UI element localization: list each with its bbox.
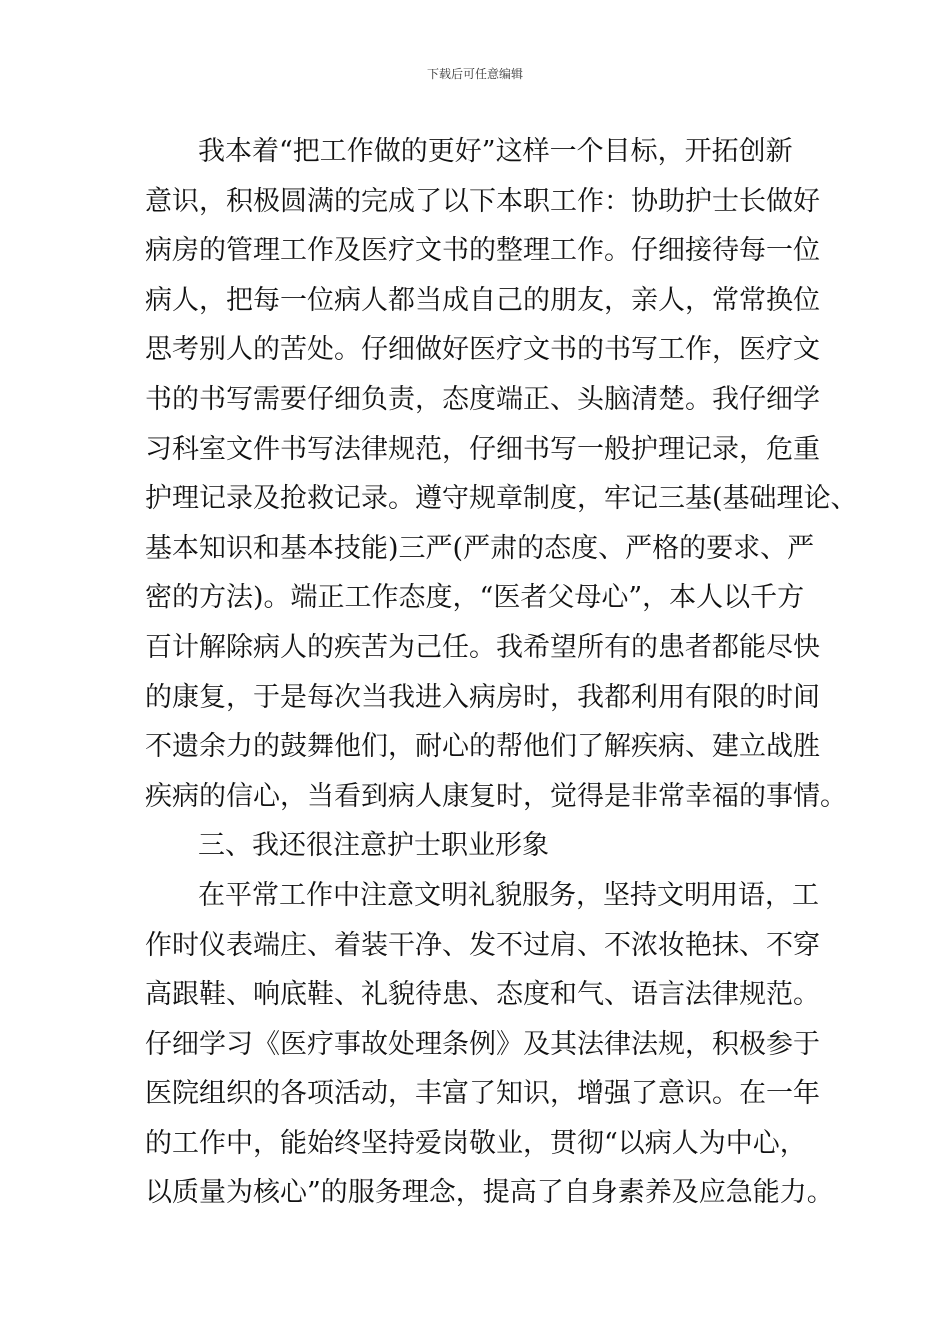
text-line: 百计解除病人的疾苦为己任。我希望所有的患者都能尽快 (145, 631, 820, 663)
text-line: 在平常工作中注意文明礼貌服务，坚持文明用语，工 (198, 879, 819, 911)
page-header: 下载后可任意编辑 (426, 67, 523, 81)
text-line: 基本知识和基本技能)三严(严肃的态度、严格的要求、严 (145, 532, 815, 564)
text-line: 三、我还很注意护士职业形象 (198, 830, 549, 862)
text-line: 病房的管理工作及医疗文书的整理工作。仔细接待每一位 (145, 235, 820, 267)
text-line: 我本着“把工作做的更好”这样一个目标，开拓创新 (198, 136, 793, 167)
text-line: 作时仪表端庄、着装干净、发不过肩、不浓妆艳抹、不穿 (145, 929, 820, 961)
text-line: 医院组织的各项活动，丰富了知识，增强了意识。在一年 (145, 1078, 820, 1110)
text-line: 不遗余力的鼓舞他们，耐心的帮他们了解疾病、建立战胜 (145, 731, 820, 763)
text-line: 仔细学习《医疗事故处理条例》及其法律法规，积极参于 (145, 1028, 820, 1060)
text-line: 的康复，于是每次当我进入病房时，我都利用有限的时间 (145, 681, 820, 713)
text-line: 疾病的信心，当看到病人康复时，觉得是非常幸福的事情。 (145, 780, 847, 812)
text-line: 书的书写需要仔细负责，态度端正、头脑清楚。我仔细学 (145, 383, 820, 415)
text-line: 意识，积极圆满的完成了以下本职工作：协助护士长做好 (145, 185, 820, 217)
text-line: 病人，把每一位病人都当成自己的朋友，亲人，常常换位 (145, 284, 820, 316)
text-line: 高跟鞋、响底鞋、礼貌待患、态度和气、语言法律规范。 (145, 979, 820, 1011)
text-line: 密的方法)。端正工作态度，“医者父母心”，本人以千方 (145, 582, 805, 614)
text-line: 思考别人的苦处。仔细做好医疗文书的书写工作，医疗文 (145, 334, 820, 366)
text-line: 护理记录及抢救记录。遵守规章制度，牢记三基(基础理论、 (145, 483, 858, 515)
text-line: 以质量为核心”的服务理念，提高了自身素养及应急能力。 (145, 1177, 834, 1209)
document-body (145, 127, 858, 1218)
text-line: 的工作中，能始终坚持爱岗敬业，贯彻“以病人为中心， (145, 1127, 807, 1159)
text-line: 习科室文件书写法律规范，仔细书写一般护理记录，危重 (145, 433, 820, 465)
